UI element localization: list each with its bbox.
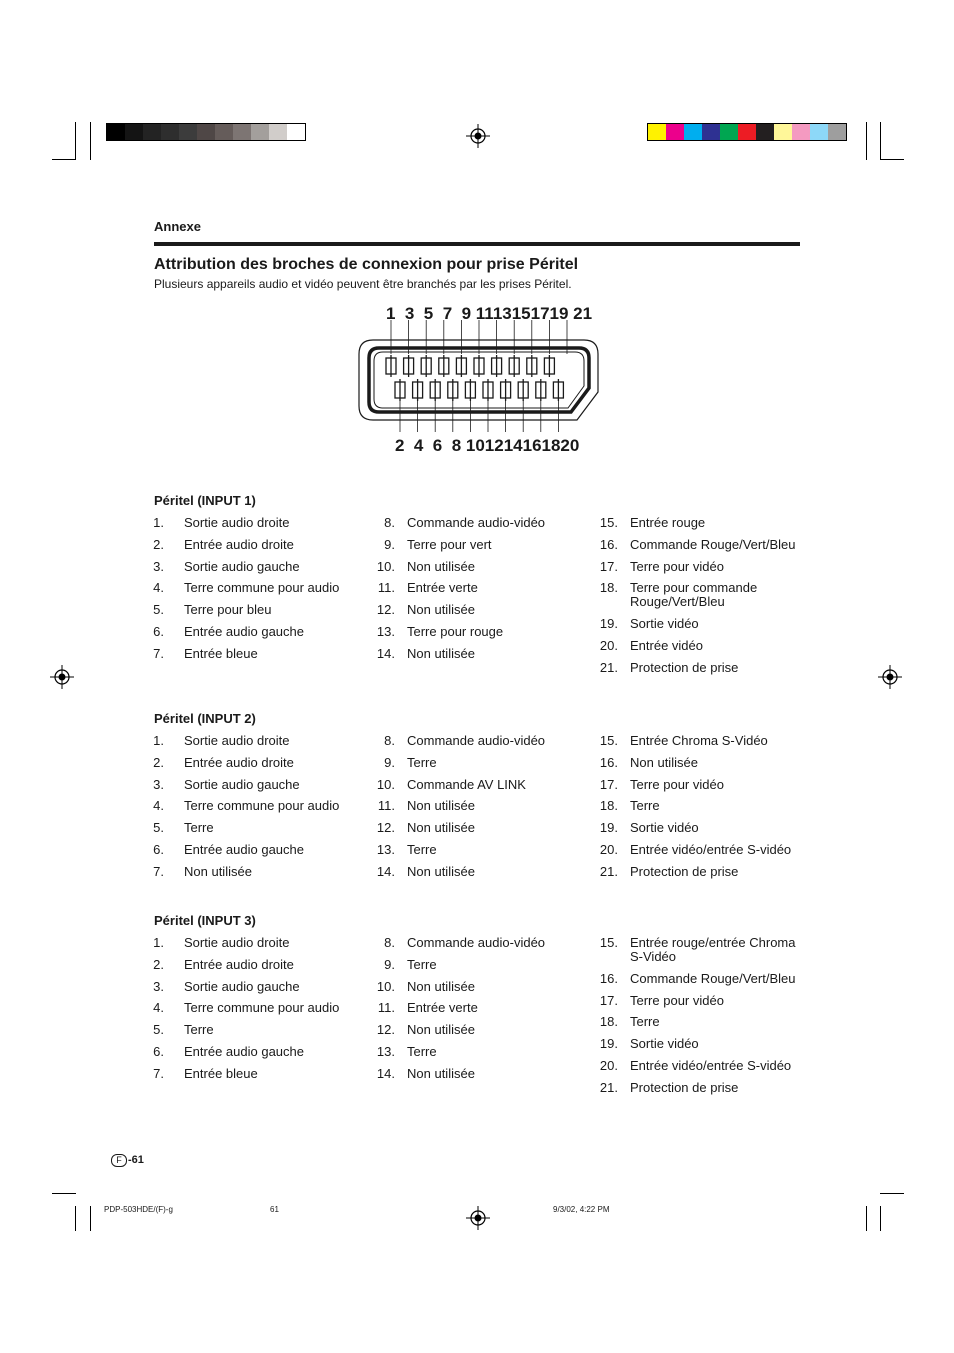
pin-number: 17. — [599, 776, 618, 792]
pin-description: Terre pour vidéo — [630, 558, 724, 574]
color-swatch — [810, 124, 828, 140]
pin-description: Terre commune pour audio — [184, 1000, 340, 1016]
pin-description: Terre pour commande — [630, 580, 758, 596]
footer-page: 61 — [270, 1205, 279, 1214]
color-swatch — [287, 124, 305, 140]
pin-number: 7. — [153, 1065, 164, 1081]
pin-description: Sortie audio droite — [184, 733, 290, 748]
pin-number: 5. — [153, 820, 164, 836]
pin-description: Entrée rouge — [630, 515, 706, 530]
color-swatch — [233, 124, 251, 140]
pin-description: Terre — [407, 842, 437, 857]
pin-number: 17. — [599, 558, 618, 574]
pin-description: Non utilisée — [407, 1065, 475, 1081]
page-title: Attribution des broches de connexion pour prise Péritel — [154, 256, 579, 273]
pin-description-continued: S-Vidéo — [630, 949, 677, 964]
color-swatch — [107, 124, 125, 140]
pin-description: Entrée verte — [407, 1000, 478, 1016]
color-swatch — [648, 124, 666, 140]
pin-number: 2. — [153, 956, 164, 972]
color-swatch — [702, 124, 720, 140]
pin-number: 16. — [599, 754, 618, 770]
crop-mark — [880, 122, 881, 160]
pin-description: Terre — [407, 754, 437, 770]
crop-mark — [866, 1206, 867, 1231]
pin-description: Sortie audio gauche — [184, 776, 300, 792]
pin-description: Commande audio-vidéo — [407, 515, 546, 530]
pin-description: Commande AV LINK — [407, 776, 526, 792]
pin-number: 4. — [153, 798, 164, 814]
pin-description: Non utilisée — [407, 798, 475, 814]
pin-description: Non utilisée — [407, 602, 475, 618]
pin-number: 8. — [384, 515, 395, 530]
registration-target-icon — [50, 665, 74, 689]
crop-mark — [90, 1206, 91, 1231]
color-swatch — [720, 124, 738, 140]
pin-description: Terre — [630, 1014, 660, 1030]
pin-description: Sortie audio droite — [184, 515, 290, 530]
pin-number: 13. — [376, 624, 395, 639]
pin-description: Entrée bleue — [184, 645, 258, 661]
pin-number: 4. — [153, 1000, 164, 1016]
pin-number: 10. — [376, 776, 395, 792]
pin-description: Entrée verte — [407, 580, 478, 596]
pin-description: Terre — [407, 1044, 437, 1059]
pin-number: 13. — [376, 1044, 395, 1059]
crop-mark — [880, 1193, 904, 1194]
pin-description: Non utilisée — [407, 645, 475, 661]
bottom-pin-labels: 2 4 6 8 101214161820 — [395, 436, 580, 455]
registration-target-icon — [878, 665, 902, 689]
language-badge: F — [111, 1154, 127, 1167]
pin-number: 10. — [376, 978, 395, 994]
color-swatch — [666, 124, 684, 140]
pin-description: Entrée bleue — [184, 1065, 258, 1081]
page-number-value: -61 — [128, 1154, 144, 1166]
pin-description-continued: Rouge/Vert/Bleu — [630, 594, 725, 610]
pin-description: Sortie vidéo — [630, 616, 699, 632]
pin-number: 7. — [153, 863, 164, 879]
pin-number: 12. — [376, 602, 395, 618]
pin-number: 9. — [384, 754, 395, 770]
pin-number: 21. — [599, 863, 618, 879]
pin-number: 6. — [153, 1044, 164, 1059]
pin-number: 1. — [153, 515, 164, 530]
group-title: Péritel (INPUT 3) — [154, 913, 256, 928]
footer-date: 9/3/02, 4:22 PM — [553, 1205, 610, 1214]
pin-description: Entrée vidéo/entrée S-vidéo — [630, 1058, 792, 1073]
pin-description: Non utilisée — [407, 558, 475, 574]
pin-description: Terre — [630, 798, 660, 814]
pin-number: 20. — [599, 1058, 618, 1073]
pin-description: Terre commune pour audio — [184, 580, 340, 596]
pin-number: 18. — [599, 580, 618, 596]
pin-description: Terre pour bleu — [184, 602, 272, 618]
pin-number: 3. — [153, 558, 164, 574]
pin-description: Non utilisée — [407, 863, 475, 879]
pin-description: Sortie vidéo — [630, 1036, 699, 1052]
pin-number: 9. — [384, 956, 395, 972]
color-swatch — [684, 124, 702, 140]
pin-number: 19. — [599, 616, 618, 632]
color-swatch — [125, 124, 143, 140]
pin-description: Protection de prise — [630, 863, 739, 879]
pin-description: Terre — [407, 956, 437, 972]
pin-description: Terre pour vidéo — [630, 776, 724, 792]
pin-number: 18. — [599, 798, 618, 814]
pin-number: 1. — [153, 935, 164, 950]
color-swatch — [215, 124, 233, 140]
grayscale-color-bar — [106, 123, 306, 141]
color-swatch — [143, 124, 161, 140]
pin-number: 2. — [153, 536, 164, 552]
color-swatch — [828, 124, 846, 140]
pin-description: Non utilisée — [407, 1022, 475, 1038]
pin-description: Sortie audio droite — [184, 935, 290, 950]
page-number — [111, 1154, 144, 1167]
crop-mark — [75, 1206, 76, 1231]
pin-number: 11. — [377, 580, 395, 596]
pin-number: 14. — [376, 645, 395, 661]
registration-target-icon — [466, 1206, 490, 1230]
pin-description: Entrée vidéo — [630, 638, 703, 653]
pin-number: 16. — [599, 536, 618, 552]
pin-description: Entrée audio droite — [184, 754, 294, 770]
pin-description: Terre pour rouge — [407, 624, 504, 639]
pin-description: Non utilisée — [407, 820, 475, 836]
pin-number: 16. — [599, 970, 618, 986]
pin-description: Sortie audio gauche — [184, 978, 300, 994]
pin-number: 7. — [153, 645, 164, 661]
pin-number: 19. — [599, 820, 618, 836]
crop-mark — [52, 1193, 76, 1194]
page-subtitle: Plusieurs appareils audio et vidéo peuvent être branchés par les prises Péritel. — [154, 277, 572, 291]
color-swatch — [269, 124, 287, 140]
pin-number: 3. — [153, 776, 164, 792]
scart-connector-diagram — [355, 320, 603, 438]
pin-description: Entrée audio gauche — [184, 842, 304, 857]
color-swatch — [756, 124, 774, 140]
pin-description: Terre pour vert — [407, 536, 492, 552]
color-swatch — [179, 124, 197, 140]
pin-description: Terre — [184, 1022, 214, 1038]
pin-number: 12. — [376, 1022, 395, 1038]
registration-target-icon — [466, 124, 490, 148]
color-swatch — [197, 124, 215, 140]
pin-number: 8. — [384, 935, 395, 950]
pin-description: Sortie audio gauche — [184, 558, 300, 574]
group-title: Péritel (INPUT 2) — [154, 711, 256, 726]
color-swatch — [251, 124, 269, 140]
pin-description: Commande Rouge/Vert/Bleu — [630, 970, 796, 986]
process-color-bar — [647, 123, 847, 141]
crop-mark — [880, 159, 904, 160]
pin-number: 10. — [376, 558, 395, 574]
pin-description: Entrée audio droite — [184, 536, 294, 552]
pin-description: Non utilisée — [630, 754, 698, 770]
pin-number: 6. — [153, 842, 164, 857]
pin-description: Sortie vidéo — [630, 820, 699, 836]
crop-mark — [90, 122, 91, 160]
pin-description: Entrée vidéo/entrée S-vidéo — [630, 842, 792, 857]
pin-number: 15. — [599, 515, 618, 530]
pin-number: 2. — [153, 754, 164, 770]
pin-number: 12. — [376, 820, 395, 836]
pin-description: Protection de prise — [630, 1079, 739, 1095]
crop-mark — [75, 122, 76, 160]
group-title: Péritel (INPUT 1) — [154, 493, 256, 508]
pin-number: 9. — [384, 536, 395, 552]
pin-number: 13. — [376, 842, 395, 857]
pin-description: Entrée Chroma S-Vidéo — [630, 733, 768, 748]
section-divider — [154, 242, 800, 246]
pin-number: 11. — [377, 798, 395, 814]
pin-description: Protection de prise — [630, 659, 739, 675]
color-swatch — [792, 124, 810, 140]
pin-description: Entrée audio gauche — [184, 624, 304, 639]
section-label: Annexe — [154, 219, 201, 234]
crop-mark — [880, 1206, 881, 1231]
pin-number: 20. — [599, 842, 618, 857]
pin-description: Terre pour vidéo — [630, 992, 724, 1008]
pin-number: 5. — [153, 1022, 164, 1038]
footer-file: PDP-503HDE/(F)-g — [104, 1205, 173, 1214]
pin-description: Commande audio-vidéo — [407, 935, 546, 950]
pin-number: 20. — [599, 638, 618, 653]
pin-number: 6. — [153, 624, 164, 639]
color-swatch — [161, 124, 179, 140]
pin-number: 21. — [599, 659, 618, 675]
pin-number: 18. — [599, 1014, 618, 1030]
color-swatch — [774, 124, 792, 140]
pin-description: Terre — [184, 820, 214, 836]
top-pin-labels: 1 3 5 7 9 1113151719 21 — [386, 304, 593, 323]
pin-number: 11. — [377, 1000, 395, 1016]
pin-number: 3. — [153, 978, 164, 994]
pin-number: 4. — [153, 580, 164, 596]
pin-number: 21. — [599, 1079, 618, 1095]
pin-number: 17. — [599, 992, 618, 1008]
crop-mark — [52, 159, 76, 160]
pin-number: 14. — [376, 863, 395, 879]
pin-number: 5. — [153, 602, 164, 618]
pin-description: Commande Rouge/Vert/Bleu — [630, 536, 796, 552]
pin-description: Entrée audio droite — [184, 956, 294, 972]
pin-number: 1. — [153, 733, 164, 748]
pin-description: Entrée rouge/entrée Chroma — [630, 935, 796, 950]
pin-number: 14. — [376, 1065, 395, 1081]
crop-mark — [866, 122, 867, 160]
pin-number: 15. — [599, 733, 618, 748]
pin-description: Non utilisée — [184, 863, 252, 879]
pin-description: Non utilisée — [407, 978, 475, 994]
pin-number: 15. — [599, 935, 618, 950]
pin-description: Commande audio-vidéo — [407, 733, 546, 748]
pin-description: Terre commune pour audio — [184, 798, 340, 814]
color-swatch — [738, 124, 756, 140]
pin-number: 8. — [384, 733, 395, 748]
pin-number: 19. — [599, 1036, 618, 1052]
pin-description: Entrée audio gauche — [184, 1044, 304, 1059]
